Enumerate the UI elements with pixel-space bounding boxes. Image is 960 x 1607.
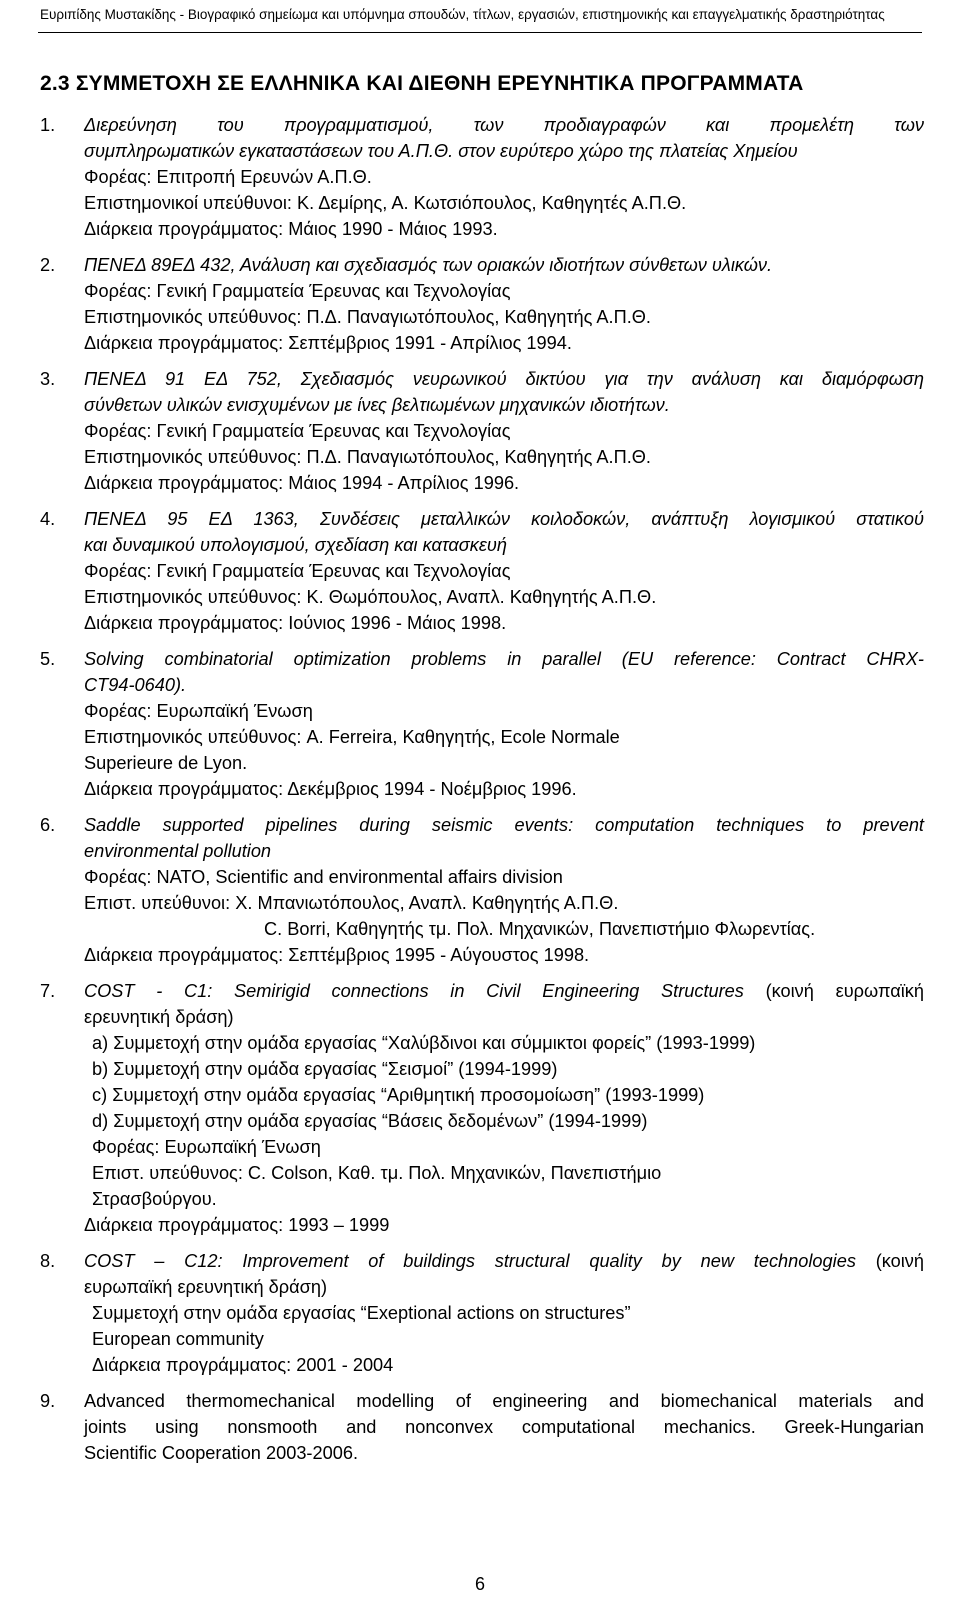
- project-sponsor: Φορέας: Ευρωπαϊκή Ένωση: [84, 701, 313, 721]
- item-number: 7.: [40, 981, 56, 1001]
- project-lead: Επιστ. υπεύθυνος: C. Colson, Καθ. τμ. Πολ. Μηχανικών, Πανεπιστήμιο: [92, 1163, 662, 1183]
- project-list: [40, 112, 924, 1466]
- item-number: 2.: [40, 255, 56, 275]
- project-title: [84, 1248, 924, 1274]
- project-title: ΠΕΝΕΔ 91 ΕΔ 752, Σχεδιασμός νευρωνικού δικτύου για την ανάλυση και διαμόρφωση: [84, 369, 924, 389]
- project-duration: Διάρκεια προγράμματος: Ιούνιος 1996 - Μάιος 1998.: [84, 613, 507, 633]
- project-item-3: [40, 366, 924, 496]
- project-lead: Επιστημονικοί υπεύθυνοι: Κ. Δεμίρης, Α. Κωτσιόπουλος, Καθηγητές Α.Π.Θ.: [84, 193, 687, 213]
- item-number: 8.: [40, 1251, 56, 1271]
- item-number: 3.: [40, 369, 56, 389]
- project-item-1: [40, 112, 924, 242]
- project-sponsor: Φορέας: Ευρωπαϊκή Ένωση: [92, 1137, 321, 1157]
- working-group-a: a) Συμμετοχή στην ομάδα εργασίας “Χαλύβδινοι και σύμμικτοι φορείς” (1993-1999): [92, 1033, 756, 1053]
- page-number: 6: [474, 1574, 485, 1594]
- working-group-c: c) Συμμετοχή στην ομάδα εργασίας “Αριθμητική προσομοίωση” (1993-1999): [92, 1085, 705, 1105]
- project-title-cont: ερευνητική δράση): [84, 1007, 234, 1027]
- project-item-6: [40, 812, 924, 968]
- item-number: 6.: [40, 815, 56, 835]
- project-title-cont: και δυναμικού υπολογισμού, σχεδίαση και κατασκευή: [84, 535, 507, 555]
- item-number: 9.: [40, 1391, 56, 1411]
- project-title: Advanced thermomechanical modelling of engineering and biomechanical materials and: [84, 1391, 924, 1411]
- project-title: Διερεύνηση του προγραμματισμού, των προδιαγραφών και προμελέτη των: [84, 115, 924, 135]
- project-lead-cont: Superieure de Lyon.: [84, 753, 248, 773]
- project-item-2: [40, 252, 924, 356]
- project-item-4: [40, 506, 924, 636]
- project-lead: Επιστημονικός υπεύθυνος: A. Ferreira, Καθηγητής, Ecole Normale: [84, 727, 620, 747]
- project-item-5: [40, 646, 924, 802]
- project-item-7: [40, 978, 924, 1238]
- item-number: 1.: [40, 115, 56, 135]
- project-title-italic: COST – C12: Improvement of buildings structural quality by new technologies: [84, 1251, 856, 1271]
- project-title-cont: ευρωπαϊκή ερευνητική δράση): [84, 1277, 328, 1297]
- project-lead: Επιστημονικός υπεύθυνος: Κ. Θωμόπουλος, Αναπλ. Καθηγητής Α.Π.Θ.: [84, 587, 657, 607]
- project-title: Solving combinatorial optimization problems in parallel (EU reference: Contract CHRX-: [84, 649, 924, 669]
- project-lead-cont: Στρασβούργου.: [92, 1189, 217, 1209]
- project-title: [84, 978, 924, 1004]
- project-sponsor: Φορέας: Γενική Γραμματεία Έρευνας και Τεχνολογίας: [84, 561, 511, 581]
- project-lead: Επιστ. υπεύθυνοι: Χ. Μπανιωτόπουλος, Αναπλ. Καθηγητής Α.Π.Θ.: [84, 893, 619, 913]
- project-duration: Διάρκεια προγράμματος: Μάιος 1994 - Απρίλιος 1996.: [84, 473, 520, 493]
- working-group-d: d) Συμμετοχή στην ομάδα εργασίας “Βάσεις δεδομένων” (1994-1999): [92, 1111, 648, 1131]
- project-duration: Διάρκεια προγράμματος: 1993 – 1999: [84, 1215, 390, 1235]
- project-duration: Διάρκεια προγράμματος: Σεπτέμβριος 1991 - Απρίλιος 1994.: [84, 333, 572, 353]
- running-header: Ευριπίδης Μυστακίδης - Βιογραφικό σημείωμα και υπόμνημα σπουδών, τίτλων, εργασιών, επιστημονικής και επαγγελματικής δραστηριότητας: [40, 7, 885, 22]
- project-duration: Διάρκεια προγράμματος: Μάιος 1990 - Μάιος 1993.: [84, 219, 498, 239]
- project-title: ΠΕΝΕΔ 89ΕΔ 432, Ανάλυση και σχεδιασμός των οριακών ιδιοτήτων σύνθετων υλικών.: [84, 255, 773, 275]
- project-title-rest: (κοινή: [855, 1251, 924, 1271]
- project-item-9: [40, 1388, 924, 1466]
- item-number: 4.: [40, 509, 56, 529]
- project-item-8: [40, 1248, 924, 1378]
- project-title-cont: CT94-0640).: [84, 675, 187, 695]
- project-title-cont: Scientific Cooperation 2003-2006.: [84, 1443, 359, 1463]
- project-title-cont: συμπληρωματικών εγκαταστάσεων του Α.Π.Θ. στον ευρύτερο χώρο της πλατείας Χημείου: [84, 141, 798, 161]
- project-title-rest: (κοινή ευρωπαϊκή: [743, 981, 924, 1001]
- section-title: 2.3 ΣΥΜΜΕΤΟΧΗ ΣΕ ΕΛΛΗΝΙΚΑ ΚΑΙ ΔΙΕΘΝΗ ΕΡΕΥΝΗΤΙΚΑ ΠΡΟΓΡΑΜΜΑΤΑ: [40, 72, 804, 95]
- project-title-cont: σύνθετων υλικών ενισχυμένων με ίνες βελτιωμένων μηχανικών ιδιοτήτων.: [84, 395, 670, 415]
- project-lead-cont: C. Borri, Καθηγητής τμ. Πολ. Μηχανικών, Πανεπιστήμιο Φλωρεντίας.: [264, 919, 816, 939]
- project-duration: Διάρκεια προγράμματος: Δεκέμβριος 1994 - Νοέμβριος 1996.: [84, 779, 577, 799]
- working-group: Συμμετοχή στην ομάδα εργασίας “Exeptional actions on structures”: [92, 1303, 631, 1323]
- project-lead: Επιστημονικός υπεύθυνος: Π.Δ. Παναγιωτόπουλος, Καθηγητής Α.Π.Θ.: [84, 447, 651, 467]
- working-group-b: b) Συμμετοχή στην ομάδα εργασίας “Σεισμοί” (1994-1999): [92, 1059, 558, 1079]
- project-title-italic: COST - C1: Semirigid connections in Civil Engineering Structures: [84, 981, 744, 1001]
- project-lead: Επιστημονικός υπεύθυνος: Π.Δ. Παναγιωτόπουλος, Καθηγητής Α.Π.Θ.: [84, 307, 651, 327]
- project-title: Saddle supported pipelines during seismic events: computation techniques to prevent: [84, 815, 924, 835]
- project-title-cont: joints using nonsmooth and nonconvex computational mechanics. Greek-Hungarian: [84, 1417, 924, 1437]
- item-number: 5.: [40, 649, 56, 669]
- header-rule: [38, 32, 922, 33]
- project-sponsor: Φορέας: NATO, Scientific and environmental affairs division: [84, 867, 563, 887]
- project-title: ΠΕΝΕΔ 95 ΕΔ 1363, Συνδέσεις μεταλλικών κοιλοδοκών, ανάπτυξη λογισμικού στατικού: [84, 509, 924, 529]
- project-duration: Διάρκεια προγράμματος: 2001 - 2004: [92, 1355, 394, 1375]
- project-title-cont: environmental pollution: [84, 841, 272, 861]
- project-sponsor: Φορέας: Επιτροπή Ερευνών Α.Π.Θ.: [84, 167, 372, 187]
- project-sponsor: Φορέας: Γενική Γραμματεία Έρευνας και Τεχνολογίας: [84, 281, 511, 301]
- project-duration: Διάρκεια προγράμματος: Σεπτέμβριος 1995 - Αύγουστος 1998.: [84, 945, 590, 965]
- project-sponsor: European community: [92, 1329, 264, 1349]
- project-sponsor: Φορέας: Γενική Γραμματεία Έρευνας και Τεχνολογίας: [84, 421, 511, 441]
